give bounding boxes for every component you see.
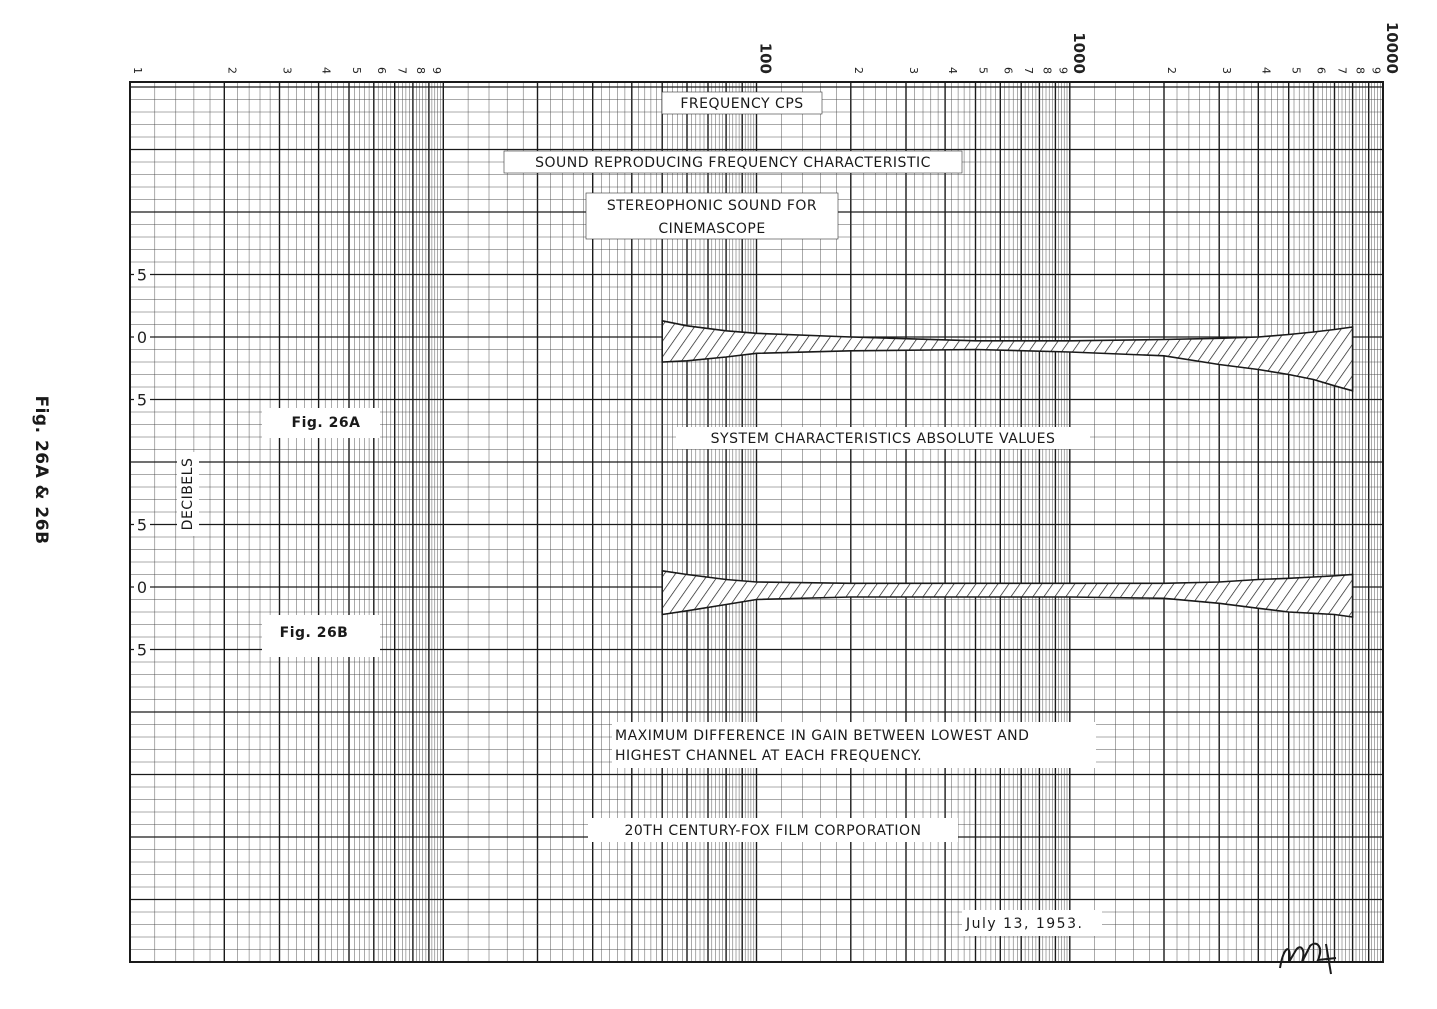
panel-b-label: Fig. 26B (279, 625, 349, 641)
figure-side-label: Fig. 26A & 26B (31, 395, 51, 545)
x-tick-label: 8 (1040, 67, 1054, 74)
x-tick-label: 100 (756, 42, 775, 74)
x-tick-label: 10000 (1383, 21, 1401, 74)
x-tick-label: 3 (1220, 67, 1234, 74)
x-tick-label: 7 (395, 67, 409, 74)
x-tick-label: 1000 (1069, 32, 1088, 74)
x-tick-label: 8 (413, 67, 427, 74)
y-tick-label: 5 (136, 265, 148, 285)
x-tick-label: 9 (1369, 67, 1383, 74)
x-tick-label: 9 (1056, 67, 1070, 74)
date-text: July 13, 1953. (966, 916, 1084, 932)
note-line-2: HIGHEST CHANNEL AT EACH FREQUENCY. (615, 748, 923, 764)
y-tick-label: 0 (136, 328, 148, 347)
x-tick-label: 9 (429, 67, 443, 74)
x-tick-label: 3 (280, 67, 294, 74)
chart-subtitle-line-2: CINEMASCOPE (658, 221, 766, 237)
x-tick-label: 2 (1165, 67, 1178, 74)
x-tick-label: 3 (907, 67, 920, 74)
x-tick-label: 5 (976, 67, 990, 74)
panel-a-label: Fig. 26A (291, 415, 361, 431)
note-line-1: MAXIMUM DIFFERENCE IN GAIN BETWEEN LOWEST AND (615, 728, 1030, 744)
x-tick-label: 7 (1022, 67, 1036, 74)
chart-title: SOUND REPRODUCING FREQUENCY CHARACTERISTIC (535, 155, 931, 171)
x-tick-label: 4 (1259, 67, 1273, 74)
y-axis-title: DECIBELS (180, 457, 196, 531)
x-tick-label: 6 (1314, 67, 1328, 74)
y-tick-label: 5 (136, 515, 148, 535)
y-tick-label: 5 (136, 390, 148, 410)
middle-caption: SYSTEM CHARACTERISTICS ABSOLUTE VALUES (710, 431, 1056, 447)
x-tick-label: 2 (851, 67, 865, 74)
y-tick-label: 0 (136, 578, 148, 597)
x-tick-label: 6 (374, 67, 388, 74)
x-tick-label: 6 (1001, 67, 1015, 74)
x-tick-label: 8 (1353, 67, 1367, 74)
x-tick-label: 5 (350, 67, 363, 74)
x-tick-label: 2 (225, 67, 239, 74)
x-tick-label: 4 (946, 67, 960, 74)
x-tick-label: 4 (319, 67, 333, 74)
x-tick-label: 1 (131, 67, 144, 74)
x-tick-label: 5 (1289, 67, 1303, 74)
chart-subtitle-line-1: STEREOPHONIC SOUND FOR (606, 198, 818, 214)
credit-text: 20TH CENTURY-FOX FILM CORPORATION (624, 823, 922, 839)
x-tick-label: 7 (1335, 67, 1349, 74)
x-axis-title: FREQUENCY CPS (680, 96, 804, 112)
y-tick-label: 5 (136, 640, 148, 660)
